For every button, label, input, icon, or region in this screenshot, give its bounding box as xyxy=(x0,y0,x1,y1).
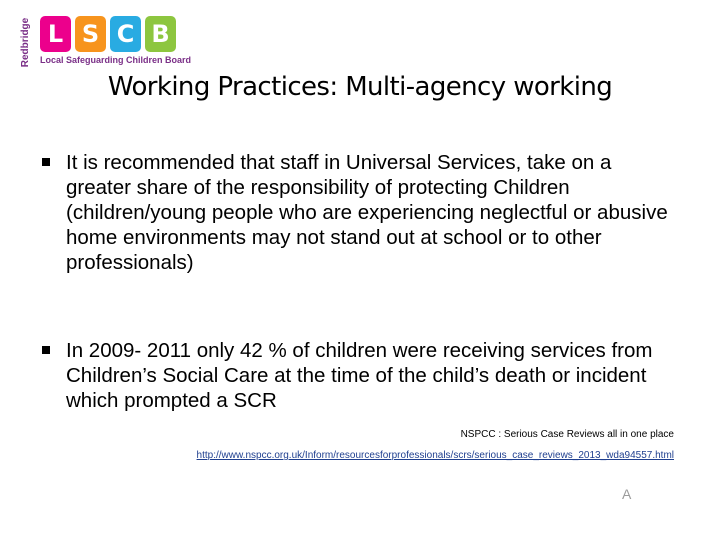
bullet-item xyxy=(42,150,682,275)
citation-link[interactable]: http://www.nspcc.org.uk/Inform/resourcesforprofessionals/scrs/serious_case_reviews_2013_wda94557.html xyxy=(196,450,674,461)
slide-title: Working Practices: Multi-agency working xyxy=(107,72,613,102)
bullet-text: It is recommended that staff in Universal Services, take on a greater share of the responsibility of protecting Children (children/young people who are experiencing neglectful or abusive home environments may not stand out at school or to other professionals) xyxy=(66,151,668,274)
bullet-text: In 2009- 2011 only 42 % of children were receiving services from Children’s Social Care at the time of the child’s death or incident which prompted a SCR xyxy=(66,339,653,412)
logo-tiles xyxy=(40,16,176,52)
citation-source: NSPCC : Serious Case Reviews all in one place xyxy=(460,429,674,440)
logo-tile-s: S xyxy=(75,16,106,52)
logo-tile-l: L xyxy=(40,16,71,52)
lscb-logo xyxy=(18,14,193,70)
citation xyxy=(197,424,674,466)
square-bullet-icon xyxy=(42,346,50,354)
logo-side-text: Redbridge xyxy=(20,17,32,67)
bullet-item xyxy=(42,338,682,413)
logo-tile-c: C xyxy=(110,16,141,52)
logo-subtitle: Local Safeguarding Children Board xyxy=(40,55,192,65)
slide-marker: A xyxy=(622,486,632,502)
logo-tile-b: B xyxy=(145,16,176,52)
square-bullet-icon xyxy=(42,158,50,166)
